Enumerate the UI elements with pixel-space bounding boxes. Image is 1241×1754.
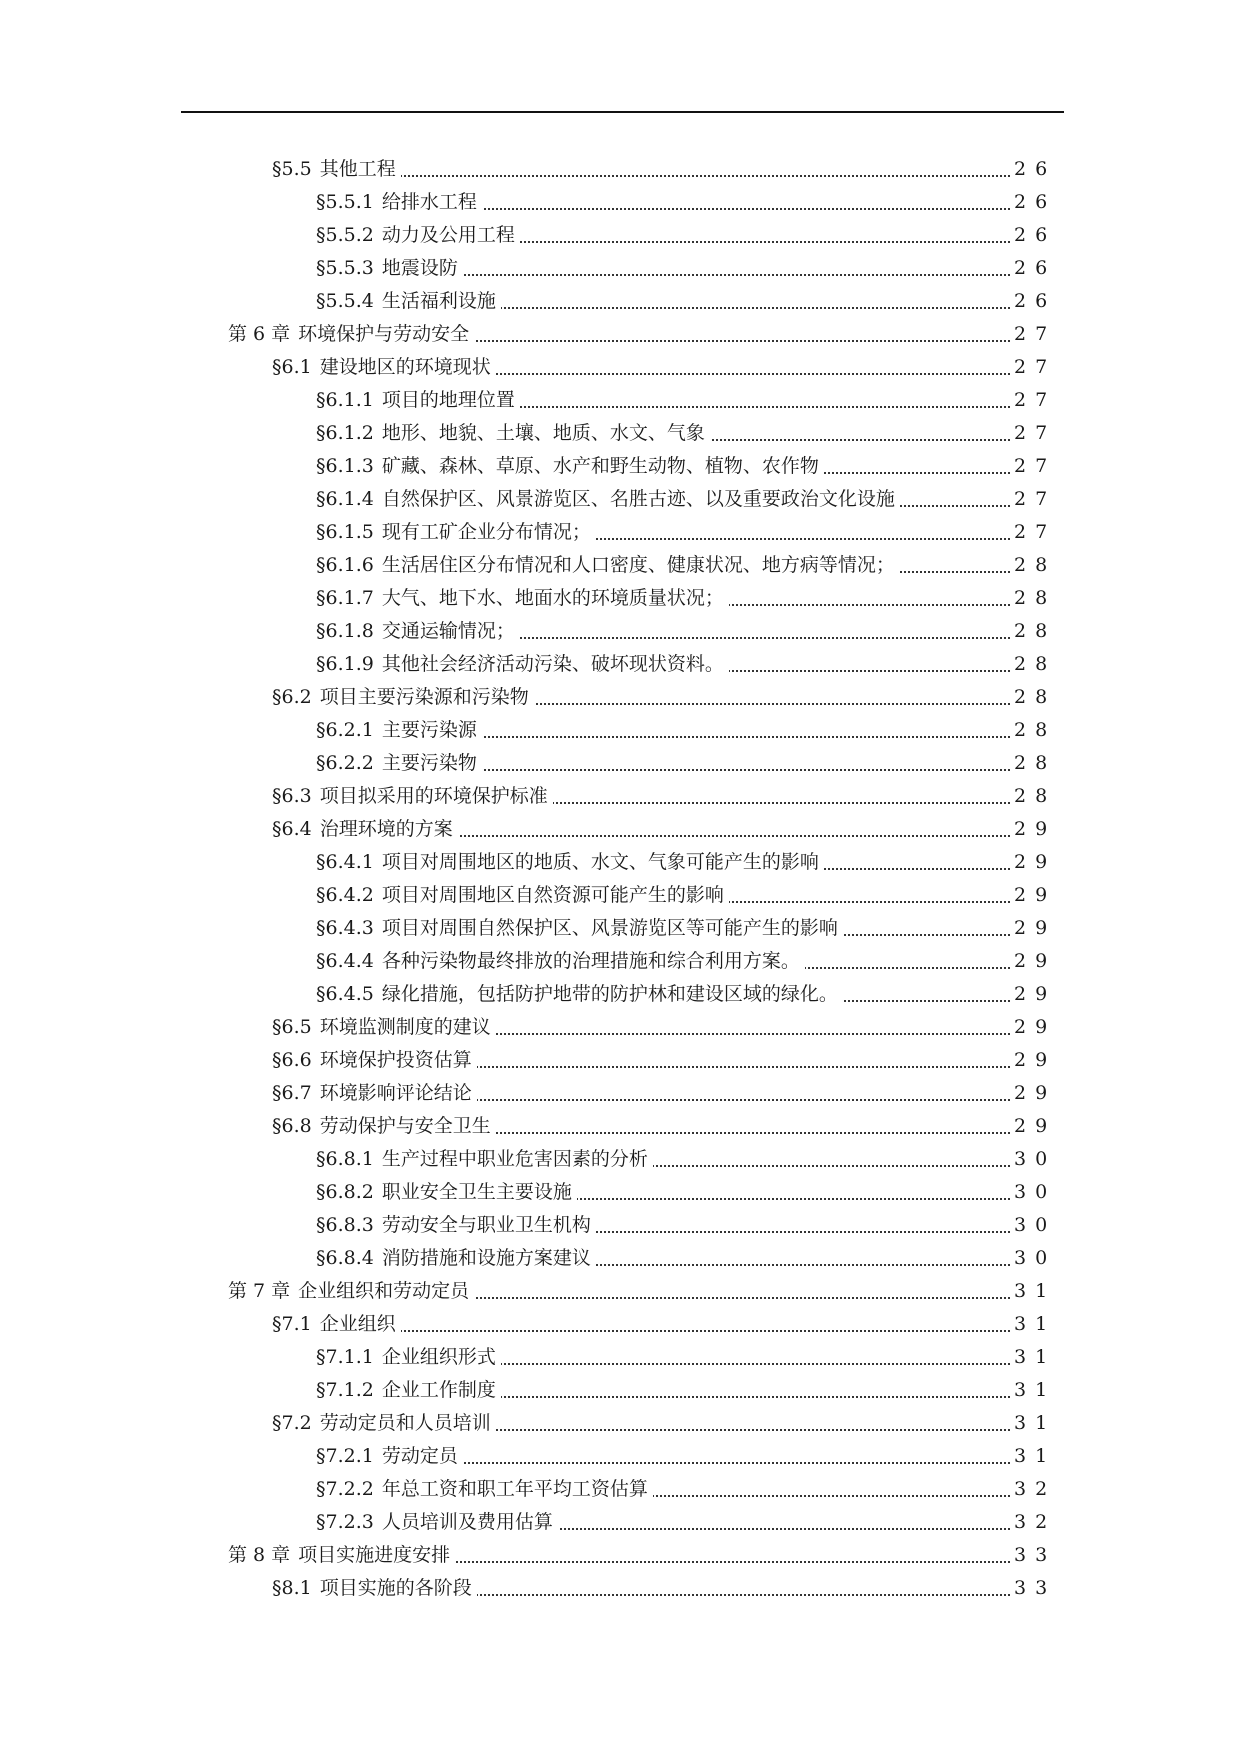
toc-entry-page-number: 28 [1011,681,1052,714]
toc-entry-number: §5.5.1 [316,191,374,213]
toc-entry-label [272,813,458,846]
toc-entry-title: 劳动安全与职业卫生机构 [381,1214,591,1236]
toc-entry-page-number: 29 [1011,879,1052,912]
toc-entry[interactable] [0,714,1057,747]
toc-entry-label [272,1044,477,1077]
toc-entry-label [316,549,900,582]
toc-entry-title: 项目实施的各阶段 [319,1577,472,1599]
toc-entry-title: 环境影响评论结论 [319,1082,472,1104]
toc-entry-title: 企业组织 [319,1313,396,1335]
toc-entry-number: §7.2.3 [316,1511,374,1533]
toc-entry-label [228,318,474,351]
toc-entry-page-number: 29 [1011,945,1052,978]
toc-entry[interactable] [0,879,1057,912]
toc-entry-title: 项目对周围地区自然资源可能产生的影响 [381,884,724,906]
toc-entry-title: 其他社会经济活动污染、破坏现状资料。 [381,653,724,675]
toc-entry-label [316,582,729,615]
toc-entry-number: §6.2.2 [316,752,374,774]
toc-entry-number: §5.5.4 [316,290,374,312]
toc-entry-title: 主要污染源 [381,719,477,741]
toc-entry-title: 给排水工程 [381,191,477,213]
toc-entry-page-number: 29 [1011,912,1052,945]
toc-entry-title: 项目对周围自然保护区、风景游览区等可能产生的影响 [381,917,838,939]
toc-entry-title: 建设地区的环境现状 [319,356,491,378]
toc-entry-number: §6.1.3 [316,455,374,477]
toc-entry-label [316,1506,558,1539]
toc-entry[interactable] [0,1275,1057,1308]
toc-entry-label [272,1077,477,1110]
toc-entry[interactable] [0,582,1057,615]
toc-entry[interactable] [0,1143,1057,1176]
toc-entry[interactable] [0,813,1057,846]
toc-entry-title: 企业组织和劳动定员 [298,1280,470,1302]
toc-entry-label [316,615,520,648]
toc-entry[interactable] [0,1176,1057,1209]
toc-entry-label [316,516,596,549]
toc-entry-page-number: 29 [1011,1110,1052,1143]
toc-entry-page-number: 30 [1011,1176,1052,1209]
toc-entry-number: §6.1.8 [316,620,374,642]
toc-entry[interactable] [0,747,1057,780]
toc-entry[interactable] [0,978,1057,1011]
toc-entry-number: 第 6 章 [228,323,291,345]
toc-entry-page-number: 29 [1011,846,1052,879]
toc-entry-page-number: 31 [1011,1341,1052,1374]
toc-entry-title: 职业安全卫生主要设施 [381,1181,572,1203]
toc-entry-number: §7.2 [272,1412,312,1434]
toc-entry[interactable] [0,384,1057,417]
toc-entry-number: §6.1.1 [316,389,374,411]
toc-entry-label [272,1308,401,1341]
toc-entry-title: 各种污染物最终排放的治理措施和综合利用方案。 [381,950,800,972]
toc-entry-title: 大气、地下水、地面水的环境质量状况； [381,587,724,609]
toc-entry[interactable] [0,417,1057,450]
toc-entry-number: §6.8.2 [316,1181,374,1203]
toc-entry[interactable] [0,483,1057,516]
toc-entry-number: §6.8.4 [316,1247,374,1269]
toc-entry-page-number: 29 [1011,1077,1052,1110]
toc-entry-page-number: 26 [1011,219,1052,252]
toc-entry-label [316,1341,501,1374]
toc-entry-page-number: 29 [1011,1011,1052,1044]
toc-entry-label [316,285,501,318]
toc-entry-number: §6.3 [272,785,312,807]
toc-entry-page-number: 33 [1011,1572,1052,1605]
toc-entry[interactable] [0,1341,1057,1374]
toc-entry-page-number: 28 [1011,648,1052,681]
toc-entry-title: 企业组织形式 [381,1346,496,1368]
toc-entry-label [272,780,553,813]
toc-entry-page-number: 32 [1011,1506,1052,1539]
toc-entry-number: §7.1 [272,1313,312,1335]
toc-entry-number: §6.5 [272,1016,312,1038]
toc-entry[interactable] [0,252,1057,285]
toc-entry[interactable] [0,153,1057,186]
toc-entry[interactable] [0,318,1057,351]
toc-entry-title: 主要污染物 [381,752,477,774]
toc-entry-title: 地震设防 [381,257,458,279]
toc-entry-number: §7.1.2 [316,1379,374,1401]
toc-entry[interactable] [0,648,1057,681]
toc-entry-page-number: 31 [1011,1275,1052,1308]
toc-entry[interactable] [0,912,1057,945]
toc-entry-number: §6.7 [272,1082,312,1104]
toc-entry-label [272,1110,496,1143]
toc-entry-title: 生活福利设施 [381,290,496,312]
toc-entry-page-number: 26 [1011,285,1052,318]
toc-entry-page-number: 31 [1011,1374,1052,1407]
toc-entry-page-number: 29 [1011,813,1052,846]
toc-entry-number: §8.1 [272,1577,312,1599]
toc-entry-title: 生活居住区分布情况和人口密度、健康状况、地方病等情况； [381,554,895,576]
toc-entry-label [316,1473,653,1506]
table-of-contents [0,153,1241,1605]
toc-entry-label [316,1374,501,1407]
toc-entry-title: 治理环境的方案 [319,818,453,840]
toc-entry-page-number: 29 [1011,1044,1052,1077]
toc-entry-title: 生产过程中职业危害因素的分析 [381,1148,648,1170]
toc-entry-page-number: 28 [1011,549,1052,582]
toc-entry-label [228,1275,474,1308]
toc-entry-number: 第 7 章 [228,1280,291,1302]
toc-entry-title: 地形、地貌、土壤、地质、水文、气象 [381,422,705,444]
toc-entry-page-number: 27 [1011,318,1052,351]
toc-entry-number: 第 8 章 [228,1544,291,1566]
toc-entry-page-number: 28 [1011,714,1052,747]
toc-entry-page-number: 27 [1011,384,1052,417]
toc-entry[interactable] [0,450,1057,483]
toc-entry-title: 劳动定员 [381,1445,458,1467]
toc-entry-label [316,978,843,1011]
toc-entry-title: 劳动保护与安全卫生 [319,1115,491,1137]
toc-entry-page-number: 27 [1011,516,1052,549]
toc-entry-number: §5.5.2 [316,224,374,246]
toc-entry-number: §5.5 [272,158,312,180]
toc-entry[interactable] [0,1308,1057,1341]
toc-entry-number: §7.2.1 [316,1445,374,1467]
toc-entry-number: §6.1.7 [316,587,374,609]
toc-entry[interactable] [0,1110,1057,1143]
toc-entry-title: 项目拟采用的环境保护标准 [319,785,548,807]
toc-entry-title: 人员培训及费用估算 [381,1511,553,1533]
toc-entry-label [272,153,401,186]
toc-entry-label [272,351,496,384]
toc-entry-page-number: 30 [1011,1242,1052,1275]
toc-entry-number: §6.8.3 [316,1214,374,1236]
toc-entry-page-number: 28 [1011,582,1052,615]
toc-entry[interactable] [0,1407,1057,1440]
toc-entry-number: §6.1 [272,356,312,378]
toc-entry[interactable] [0,1044,1057,1077]
toc-entry-title: 企业工作制度 [381,1379,496,1401]
toc-entry-page-number: 29 [1011,978,1052,1011]
toc-entry-page-number: 33 [1011,1539,1052,1572]
toc-entry-label [316,1440,463,1473]
toc-entry-title: 自然保护区、风景游览区、名胜古迹、以及重要政治文化设施 [381,488,895,510]
toc-entry[interactable] [0,549,1057,582]
toc-entry-title: 消防措施和设施方案建议 [381,1247,591,1269]
toc-entry-number: §6.4.2 [316,884,374,906]
toc-entry-page-number: 31 [1011,1407,1052,1440]
toc-entry[interactable] [0,681,1057,714]
toc-entry-label [316,1143,653,1176]
toc-entry[interactable] [0,1077,1057,1110]
toc-entry-page-number: 27 [1011,483,1052,516]
toc-entry-title: 交通运输情况； [381,620,515,642]
toc-entry-number: §6.1.4 [316,488,374,510]
toc-entry[interactable] [0,1209,1057,1242]
toc-entry-label [316,252,463,285]
toc-entry[interactable] [0,1374,1057,1407]
toc-entry-page-number: 28 [1011,780,1052,813]
toc-entry-number: §6.1.9 [316,653,374,675]
toc-entry[interactable] [0,351,1057,384]
header-rule [181,111,1064,113]
toc-entry[interactable] [0,1440,1057,1473]
toc-entry-title: 环境保护与劳动安全 [298,323,470,345]
toc-entry-label [228,1539,455,1572]
toc-entry[interactable] [0,1572,1057,1605]
toc-entry-title: 项目的地理位置 [381,389,515,411]
toc-entry[interactable] [0,1242,1057,1275]
toc-entry-number: §5.5.3 [316,257,374,279]
toc-entry-page-number: 30 [1011,1143,1052,1176]
toc-entry-label [316,1176,577,1209]
toc-entry-label [272,681,534,714]
toc-entry[interactable] [0,1539,1057,1572]
toc-entry-number: §6.2.1 [316,719,374,741]
toc-entry-label [316,219,520,252]
toc-entry-number: §6.4.4 [316,950,374,972]
toc-entry-title: 其他工程 [319,158,396,180]
toc-entry-label [316,186,482,219]
toc-entry-title: 矿藏、森林、草原、水产和野生动物、植物、农作物 [381,455,819,477]
toc-entry-label [316,714,482,747]
toc-entry-title: 项目主要污染源和污染物 [319,686,529,708]
toc-entry-title: 环境保护投资估算 [319,1049,472,1071]
toc-entry-label [316,846,824,879]
toc-entry-number: §6.4.3 [316,917,374,939]
toc-entry-number: §6.2 [272,686,312,708]
toc-entry-page-number: 27 [1011,351,1052,384]
toc-entry[interactable] [0,1473,1057,1506]
toc-entry-page-number: 26 [1011,153,1052,186]
toc-entry-number: §6.4 [272,818,312,840]
toc-entry-label [316,384,520,417]
toc-entry-number: §6.1.6 [316,554,374,576]
toc-entry[interactable] [0,945,1057,978]
toc-entry-page-number: 27 [1011,417,1052,450]
toc-entry-number: §7.1.1 [316,1346,374,1368]
toc-entry[interactable] [0,285,1057,318]
toc-entry-label [316,879,729,912]
toc-entry-title: 动力及公用工程 [381,224,515,246]
toc-entry-label [316,945,805,978]
toc-entry-label [272,1011,496,1044]
toc-entry-label [316,912,843,945]
toc-entry[interactable] [0,780,1057,813]
toc-entry-number: §6.6 [272,1049,312,1071]
toc-entry-page-number: 30 [1011,1209,1052,1242]
toc-entry-page-number: 28 [1011,615,1052,648]
toc-entry[interactable] [0,516,1057,549]
toc-entry-number: §6.4.5 [316,983,374,1005]
toc-entry-page-number: 28 [1011,747,1052,780]
toc-entry-number: §7.2.2 [316,1478,374,1500]
toc-entry[interactable] [0,615,1057,648]
toc-entry-page-number: 27 [1011,450,1052,483]
toc-entry-label [316,483,900,516]
toc-entry-label [316,747,482,780]
toc-entry-title: 现有工矿企业分布情况； [381,521,591,543]
toc-entry-page-number: 26 [1011,186,1052,219]
toc-entry-number: §6.1.5 [316,521,374,543]
toc-entry-number: §6.8.1 [316,1148,374,1170]
toc-entry-page-number: 26 [1011,252,1052,285]
toc-entry-title: 项目对周围地区的地质、水文、气象可能产生的影响 [381,851,819,873]
toc-entry-label [316,450,824,483]
toc-entry-label [316,1209,596,1242]
toc-entry-label [272,1407,496,1440]
toc-entry[interactable] [0,186,1057,219]
toc-entry-number: §6.8 [272,1115,312,1137]
toc-entry[interactable] [0,219,1057,252]
toc-entry[interactable] [0,1011,1057,1044]
toc-entry-page-number: 32 [1011,1473,1052,1506]
toc-entry-title: 项目实施进度安排 [298,1544,451,1566]
toc-entry-page-number: 31 [1011,1308,1052,1341]
toc-entry-title: 劳动定员和人员培训 [319,1412,491,1434]
toc-entry-label [316,1242,596,1275]
toc-entry-label [316,417,710,450]
toc-entry-label [272,1572,477,1605]
toc-entry-number: §6.4.1 [316,851,374,873]
toc-entry-page-number: 31 [1011,1440,1052,1473]
toc-entry[interactable] [0,846,1057,879]
toc-entry-title: 绿化措施，包括防护地带的防护林和建设区域的绿化。 [381,983,838,1005]
toc-entry-title: 年总工资和职工年平均工资估算 [381,1478,648,1500]
toc-entry-label [316,648,729,681]
toc-entry-number: §6.1.2 [316,422,374,444]
toc-entry-title: 环境监测制度的建议 [319,1016,491,1038]
toc-entry[interactable] [0,1506,1057,1539]
